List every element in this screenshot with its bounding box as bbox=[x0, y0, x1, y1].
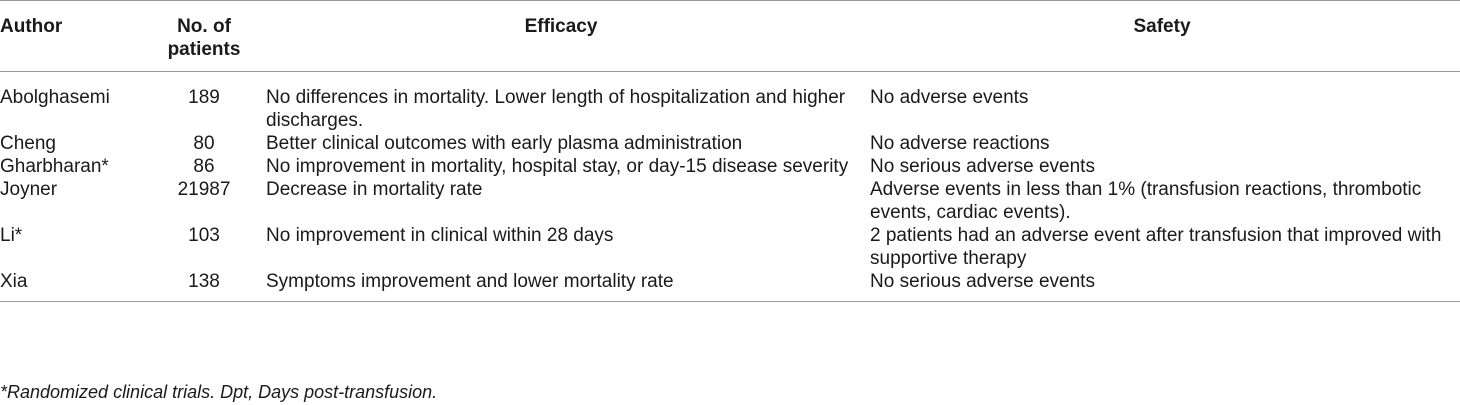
cell-safety: No serious adverse events bbox=[864, 270, 1460, 302]
cell-patients: 103 bbox=[188, 225, 220, 246]
header-efficacy: Efficacy bbox=[258, 1, 864, 72]
table-row bbox=[0, 270, 1460, 302]
cell-author: Gharbharan* bbox=[0, 156, 109, 177]
table-row bbox=[0, 178, 1460, 224]
cell-author: Joyner bbox=[0, 179, 58, 200]
table-header bbox=[0, 1, 1460, 72]
table-row bbox=[0, 72, 1460, 133]
cell-patients: 80 bbox=[193, 133, 215, 154]
cell-patients: 189 bbox=[188, 87, 220, 108]
cell-author: Abolghasemi bbox=[0, 87, 110, 108]
cell-efficacy: No improvement in mortality, hospital stay, or day-15 disease severity bbox=[266, 156, 849, 177]
header-safety: Safety bbox=[864, 1, 1460, 72]
cell-author: Li* bbox=[0, 225, 23, 246]
cell-safety: No serious adverse events bbox=[870, 156, 1095, 177]
cell-efficacy: No improvement in clinical within 28 days bbox=[266, 225, 614, 246]
cell-efficacy: Symptoms improvement and lower mortality rate bbox=[258, 270, 864, 302]
header-patients: No. of patients bbox=[150, 1, 258, 72]
table-footnote: *Randomized clinical trials. Dpt, Days post-transfusion. bbox=[0, 382, 438, 402]
header-row bbox=[0, 1, 1460, 72]
cell-author: Cheng bbox=[0, 133, 56, 154]
table-row bbox=[0, 132, 1460, 155]
cell-safety: No adverse events bbox=[870, 87, 1029, 108]
cell-patients: 86 bbox=[193, 156, 215, 177]
cell-patients: 138 bbox=[150, 270, 258, 302]
cell-safety: 2 patients had an adverse event after transfusion that improved with supportive therapy bbox=[870, 225, 1442, 269]
cell-safety: No adverse reactions bbox=[870, 133, 1050, 154]
cell-efficacy: Decrease in mortality rate bbox=[266, 179, 483, 200]
cell-efficacy: Better clinical outcomes with early plasma administration bbox=[266, 133, 743, 154]
table-body bbox=[0, 72, 1460, 302]
cell-safety: Adverse events in less than 1% (transfusion reactions, thrombotic events, cardiac events). bbox=[870, 179, 1422, 223]
header-author: Author bbox=[0, 1, 150, 72]
cell-efficacy: No differences in mortality. Lower length of hospitalization and higher discharges. bbox=[266, 87, 846, 131]
cell-author: Xia bbox=[0, 270, 150, 302]
table-row bbox=[0, 155, 1460, 178]
cell-patients: 21987 bbox=[177, 179, 231, 200]
table-row bbox=[0, 224, 1460, 270]
